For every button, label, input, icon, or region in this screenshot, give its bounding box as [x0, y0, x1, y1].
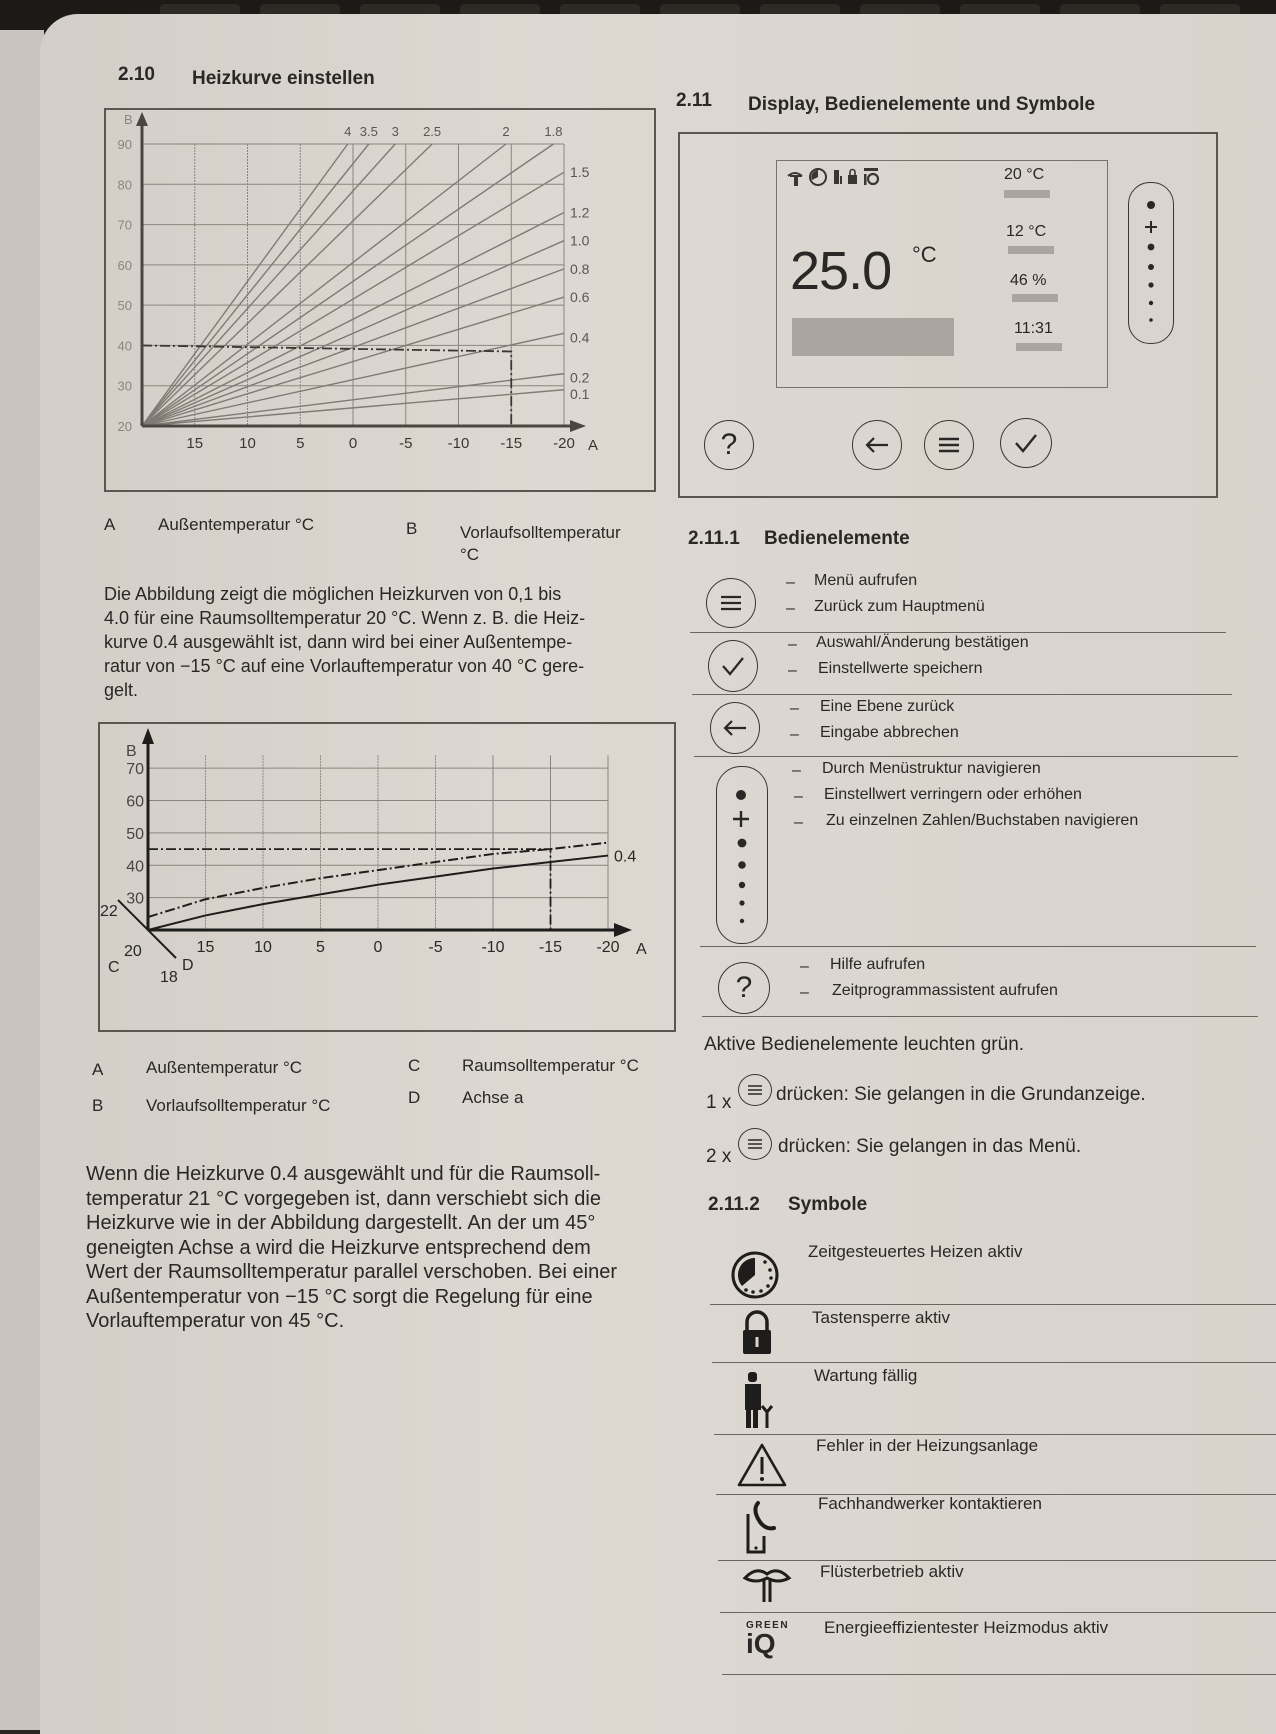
y-tick-label: 40: [126, 858, 144, 876]
press-twice-count: 2 x: [706, 1146, 732, 1167]
curve-label-right: 0.2: [570, 369, 590, 386]
inline-menu-button: [738, 1128, 772, 1160]
green-iq-top-text: GREEN: [746, 1620, 790, 1631]
curve-label-right: 1.0: [570, 232, 590, 249]
curve-label-right: 0.4: [570, 329, 590, 346]
device-menu-button[interactable]: [924, 420, 974, 470]
lcd-value-time: 11:31: [1014, 320, 1053, 337]
curve-label-right: 1.2: [570, 204, 590, 221]
symbol-label: Tastensperre aktiv: [812, 1308, 950, 1327]
x-tick-label: -20: [596, 939, 620, 956]
section-number-2-11-1: 2.11.1: [688, 528, 740, 549]
bedien-help-button: [718, 962, 770, 1014]
bullet-dash: –: [794, 814, 803, 831]
bedien-text: Zu einzelnen Zahlen/Buchstaben navigieren: [826, 812, 1139, 829]
clock-icon: [810, 169, 826, 185]
x-axis-label: A: [636, 941, 647, 958]
x-tick-label: 15: [186, 435, 204, 452]
y-tick-label: 50: [126, 825, 144, 843]
divider: [702, 1016, 1258, 1017]
maintenance-icon: [740, 1370, 780, 1432]
paragraph-heizkurven-intro: [104, 582, 664, 702]
scroll-wheel-icon: [1129, 183, 1173, 343]
divider: [690, 632, 1226, 633]
x-tick-label: -5: [428, 939, 443, 956]
symbol-label: Energieeffizientester Heizmodus aktiv: [824, 1618, 1109, 1637]
curve-label-right: 0.8: [570, 260, 590, 277]
green-iq-bottom-text: iQ: [746, 1628, 776, 1659]
bedien-back-button: [710, 702, 760, 754]
phone-icon: [744, 1500, 784, 1556]
legend2-key-a: A: [92, 1060, 104, 1079]
menu-icon: [937, 435, 961, 455]
y-tick-label: 60: [117, 257, 132, 273]
lcd-value-humidity: 46 %: [1010, 272, 1047, 289]
axis-c-label-18: 18: [160, 969, 178, 986]
text-line: geneigten Achse a wird die Heizkurve entsprechend dem: [86, 1236, 591, 1259]
text-line: Wert der Raumsolltemperatur parallel verschoben. Bei einer: [86, 1261, 617, 1283]
text-line: 4.0 für eine Raumsolltemperatur 20 °C. Wenn z. B. die Heiz-: [104, 608, 586, 628]
symbol-label: Wartung fällig: [814, 1366, 918, 1385]
y-axis-arrow: [142, 728, 154, 744]
axis-c-label-22: 22: [100, 903, 118, 920]
symbol-label: Flüsterbetrieb aktiv: [820, 1562, 964, 1581]
symbol-label: Fehler in der Heizungsanlage: [816, 1436, 1039, 1455]
back-arrow-icon: [722, 718, 748, 738]
divider: [714, 1434, 1276, 1435]
section-title-bedienelemente: Bedienelemente: [764, 528, 910, 549]
legend2-label-c: Raumsolltemperatur °C: [462, 1056, 639, 1075]
section-title-heizkurve: Heizkurve einstellen: [192, 68, 375, 89]
lcd-value-bar: [1012, 294, 1058, 302]
parallel-shift-chart: [98, 722, 676, 1032]
divider: [710, 1304, 1276, 1305]
curve-label-top: 3: [391, 124, 399, 139]
press-once-text: drücken: Sie gelangen in die Grundanzeige.: [776, 1084, 1146, 1105]
text-line: kurve 0.4 ausgewählt ist, dann wird bei einer Außentempe-: [104, 632, 573, 652]
axis-d-name: D: [182, 957, 194, 974]
y-tick-label: 30: [117, 378, 132, 394]
lcd-value-bar: [1004, 190, 1050, 198]
heating-curve-2: [142, 144, 506, 426]
y-axis-arrow: [136, 112, 148, 126]
text-line: temperatur 21 °C vorgegeben ist, dann verschiebt sich die: [86, 1187, 601, 1210]
divider: [720, 1612, 1276, 1613]
lock-icon: [740, 1310, 774, 1356]
x-tick-label: -10: [481, 939, 505, 956]
lcd-main-unit: °C: [912, 242, 937, 267]
legend2-label-b: Vorlaufsolltemperatur °C: [146, 1096, 331, 1115]
lcd-value-bar: [1016, 343, 1062, 351]
y-tick-label: 40: [117, 338, 132, 354]
heating-curve-1.8: [142, 144, 553, 426]
help-icon: ?: [735, 971, 753, 1004]
heating-curve-2.5: [142, 144, 432, 426]
bedien-scroll-wheel: [716, 766, 768, 944]
bedien-text: Zurück zum Hauptmenü: [814, 598, 985, 615]
lcd-value-room-temp: 20 °C: [1004, 166, 1045, 183]
x-tick-label: -10: [447, 435, 470, 452]
bullet-dash: –: [786, 600, 795, 617]
bedien-text: Eingabe abbrechen: [820, 724, 959, 741]
lock-icon: [848, 170, 857, 185]
heating-curve-3: [142, 144, 395, 426]
divider: [692, 694, 1232, 695]
curve-label-top: 3.5: [359, 124, 378, 139]
legend2-key-d: D: [408, 1088, 421, 1107]
y-axis-label: B: [126, 743, 137, 760]
y-tick-label: 70: [117, 217, 132, 233]
section-number-2-10: 2.10: [118, 64, 155, 85]
x-tick-label: 5: [296, 435, 305, 452]
scroll-wheel-icon: [717, 767, 767, 943]
green-iq-icon: [746, 1620, 798, 1657]
menu-icon: [747, 1137, 763, 1151]
text-line: gelt.: [104, 680, 139, 700]
check-icon: [720, 655, 746, 677]
bedien-text: Auswahl/Änderung bestätigen: [816, 634, 1029, 651]
chart1-grid: [142, 144, 564, 426]
x-tick-label: 10: [254, 939, 272, 956]
curve-label: 0.4: [614, 848, 637, 866]
bullet-dash: –: [800, 984, 809, 1001]
bedien-text: Eine Ebene zurück: [820, 698, 955, 715]
bedien-text: Einstellwert verringern oder erhöhen: [824, 786, 1082, 803]
back-arrow-icon: [864, 435, 890, 455]
heating-curve-4: [142, 144, 348, 426]
bullet-dash: –: [794, 788, 803, 805]
inline-menu-button: [738, 1074, 772, 1106]
menu-icon: [719, 593, 743, 613]
heating-curves-chart: [104, 108, 656, 492]
press-twice-text: drücken: Sie gelangen in das Menü.: [778, 1136, 1082, 1157]
divider: [718, 1560, 1276, 1561]
whisper-icon: [788, 173, 802, 186]
device-back-button[interactable]: [852, 420, 902, 470]
y-tick-label: 60: [126, 793, 144, 811]
paragraph-parallel-shift: [86, 1162, 686, 1334]
legend2-key-c: C: [408, 1056, 421, 1075]
bedien-menu-button: [706, 578, 756, 628]
device-confirm-button[interactable]: [1000, 418, 1052, 468]
check-icon: [1013, 432, 1039, 454]
bullet-dash: –: [790, 726, 799, 743]
chart2-grid: [148, 755, 608, 930]
y-tick-label: 90: [117, 137, 132, 152]
text-line: Wenn die Heizkurve 0.4 ausgewählt und für die Raumsoll-: [86, 1163, 601, 1185]
curve-label-top: 2.5: [423, 124, 442, 139]
lcd-main-temperature: 25.0: [790, 241, 892, 301]
curve-label-top: 1.8: [544, 124, 563, 139]
device-scroll-wheel[interactable]: [1128, 182, 1174, 344]
symbol-label: Zeitgesteuertes Heizen aktiv: [808, 1242, 1023, 1261]
legend2-label-d: Achse a: [462, 1088, 524, 1107]
curve-label-top: 4: [344, 124, 352, 139]
y-tick-label: 70: [126, 761, 144, 779]
legend2-key-b: B: [92, 1096, 104, 1115]
curve-label-top: 2: [502, 124, 510, 139]
legend-key-a: A: [104, 515, 116, 534]
lcd-text-placeholder-bar: [792, 318, 954, 356]
x-axis-label: A: [588, 437, 599, 454]
bedien-text: Hilfe aufrufen: [830, 956, 926, 973]
bedien-text: Einstellwerte speichern: [818, 660, 983, 677]
chart2-axes: [118, 728, 632, 958]
menu-icon: [747, 1083, 763, 1097]
bullet-dash: –: [800, 958, 809, 975]
x-tick-label: -5: [399, 435, 413, 452]
bedien-text: Durch Menüstruktur navigieren: [822, 760, 1041, 777]
x-tick-label: -15: [538, 939, 563, 956]
legend-label-a: Außentemperatur °C: [158, 515, 315, 534]
divider: [722, 1674, 1276, 1675]
y-tick-label: 80: [117, 177, 132, 193]
previous-page-edge: [0, 30, 44, 1730]
section-title-symbole: Symbole: [788, 1194, 868, 1215]
legend2-label-a: Außentemperatur °C: [146, 1058, 303, 1077]
bullet-dash: –: [792, 762, 801, 779]
warning-icon: [736, 1442, 788, 1488]
bedien-text: Zeitprogrammassistent aufrufen: [832, 982, 1058, 999]
x-tick-label: 5: [316, 939, 325, 956]
curve-label-right: 0.1: [570, 385, 590, 402]
divider: [694, 756, 1238, 757]
text-line: Heizkurve wie in der Abbildung dargestellt. An der um 45°: [86, 1212, 596, 1234]
text-line: Außentemperatur von −15 °C sorgt die Regelung für eine: [86, 1285, 593, 1308]
x-tick-label: 15: [196, 939, 215, 956]
x-axis-arrow: [614, 923, 632, 937]
text-line: ratur von −15 °C auf eine Vorlauftemperatur von 40 °C gere-: [104, 656, 585, 676]
axis-c-label-20: 20: [124, 943, 142, 960]
chart2-labels: [100, 743, 647, 986]
text-line: Vorlauftemperatur von 45 °C.: [86, 1310, 345, 1332]
x-tick-label: 0: [348, 435, 358, 452]
clock-icon: [730, 1250, 780, 1300]
y-tick-label: 30: [126, 890, 144, 908]
text-line: Die Abbildung zeigt die möglichen Heizkurven von 0,1 bis: [104, 584, 562, 604]
green-iq-icon: [864, 168, 878, 185]
section-number-2-11: 2.11: [676, 90, 712, 111]
legend-label-b: Vorlaufsolltemperatur °C: [460, 523, 621, 564]
x-tick-label: -15: [500, 435, 523, 452]
bullet-dash: –: [790, 700, 799, 717]
y-tick-label: 50: [117, 298, 132, 314]
whisper-icon: [742, 1564, 792, 1604]
lcd-value-bar: [1008, 246, 1054, 254]
active-controls-note: Aktive Bedienelemente leuchten grün.: [704, 1034, 1025, 1055]
device-help-button[interactable]: [704, 420, 754, 470]
symbol-label: Fachhandwerker kontaktieren: [818, 1494, 1042, 1513]
bullet-dash: –: [788, 662, 797, 679]
lcd-status-icons: [786, 166, 906, 188]
bullet-dash: –: [788, 636, 797, 653]
bedien-confirm-button: [708, 640, 758, 692]
axis-c-name: C: [108, 959, 120, 976]
divider: [700, 946, 1256, 947]
bullet-dash: –: [786, 574, 795, 591]
curve-label-right: 1.5: [570, 164, 590, 181]
section-number-2-11-2: 2.11.2: [708, 1194, 760, 1215]
divider: [712, 1362, 1276, 1363]
curve-label-right: 0.6: [570, 289, 590, 306]
lcd-value-outdoor-temp: 12 °C: [1006, 223, 1047, 240]
section-title-display: Display, Bedienelemente und Symbole: [748, 94, 1096, 115]
x-tick-label: 0: [373, 939, 383, 956]
x-tick-label: 10: [239, 435, 256, 452]
legend-key-b: B: [406, 519, 418, 538]
help-icon: ?: [720, 428, 738, 461]
press-once-count: 1 x: [706, 1092, 732, 1113]
y-tick-label: 20: [117, 419, 132, 434]
y-axis-label: B: [124, 112, 133, 127]
x-tick-label: -20: [553, 435, 575, 452]
bedien-text: Menü aufrufen: [814, 572, 918, 589]
x-axis-arrow: [570, 420, 586, 432]
maintenance-icon: [834, 170, 841, 184]
